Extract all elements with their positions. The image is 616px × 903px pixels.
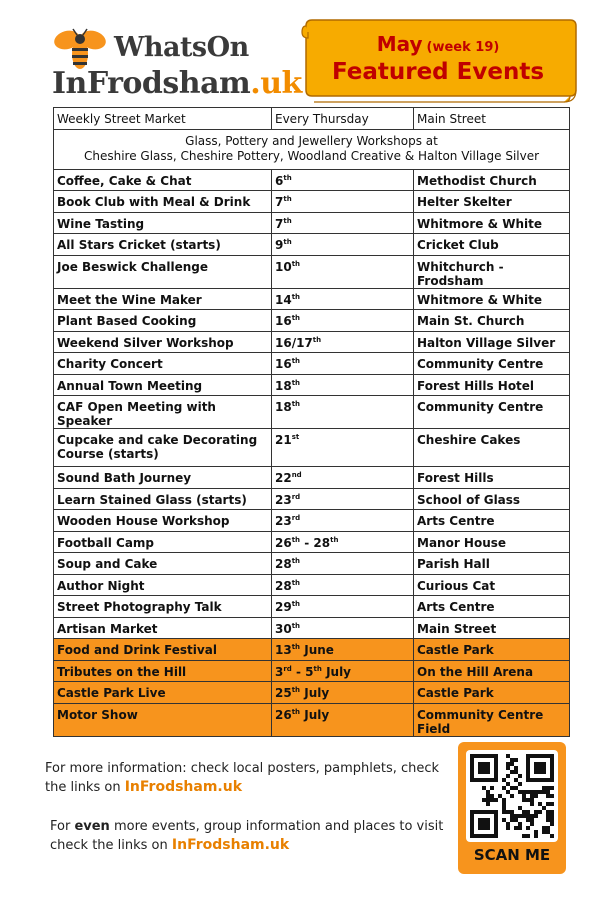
table-row (54, 288, 570, 310)
date-suffix: th (330, 535, 339, 544)
venue-cell: Halton Village Silver (414, 331, 570, 353)
date-day: 7 (275, 216, 284, 231)
event-cell: All Stars Cricket (starts) (54, 234, 272, 256)
event-cell: Sound Bath Journey (54, 467, 272, 489)
date-day: 22 (275, 471, 292, 485)
date-suffix: th (291, 292, 301, 301)
table-row (54, 191, 570, 213)
date-cell (272, 374, 414, 396)
venue-cell: Whitmore & White (414, 212, 570, 234)
table-row (54, 574, 570, 596)
date-day-end: 5 (305, 664, 314, 679)
table-row (54, 234, 570, 256)
workshops-row (54, 129, 570, 169)
venue-cell: Main Street (414, 617, 570, 639)
date-suffix: th (291, 600, 301, 608)
date-day: 9 (275, 238, 284, 252)
date-suffix: th (291, 259, 301, 268)
date-day: 16 (275, 314, 292, 328)
date-cell (272, 331, 414, 353)
event-cell: Plant Based Cooking (54, 310, 272, 332)
date-cell (272, 531, 414, 553)
venue-cell: Helter Skelter (414, 191, 570, 213)
event-cell: Charity Concert (54, 353, 272, 375)
date-suffix: th (291, 686, 301, 694)
event-cell: Wooden House Workshop (54, 510, 272, 532)
banner-month: May (376, 32, 423, 56)
date-day-end: 28 (313, 535, 331, 550)
table-row (54, 531, 570, 553)
date-suffix: th (313, 664, 322, 673)
date-day: 7 (275, 195, 284, 209)
date-cell (272, 660, 414, 682)
event-cell: Food and Drink Festival (54, 639, 272, 661)
date-suffix: nd (291, 471, 302, 479)
date-day: 16/17 (275, 335, 313, 350)
date-day: 18 (275, 400, 292, 414)
date-suffix: th (291, 707, 301, 716)
qr-label: SCAN ME (473, 846, 551, 864)
table-row (54, 617, 570, 639)
venue-cell: Forest Hills (414, 467, 570, 489)
event-cell: Weekly Street Market (54, 108, 272, 130)
date-suffix: rd (291, 514, 301, 522)
date-cell (272, 234, 414, 256)
date-suffix: th (291, 578, 301, 587)
event-cell: Annual Town Meeting (54, 374, 272, 396)
table-row (54, 353, 570, 375)
table-row (54, 396, 570, 429)
future-event-row (54, 639, 570, 661)
venue-cell: Manor House (414, 531, 570, 553)
date-day: 16 (275, 357, 292, 371)
info-more (45, 760, 455, 797)
table-row (54, 467, 570, 489)
event-cell: Joe Beswick Challenge (54, 255, 272, 288)
table-row (54, 553, 570, 575)
date-cell (272, 574, 414, 596)
date-cell (272, 191, 414, 213)
date-suffix: th (291, 357, 301, 365)
workshops-line-1: Glass, Pottery and Jewellery Workshops at (185, 133, 438, 148)
event-cell: Wine Tasting (54, 212, 272, 234)
qr-code (466, 750, 558, 842)
future-event-row (54, 703, 570, 736)
table-row (54, 488, 570, 510)
date-month: July (304, 686, 330, 700)
table-row (54, 212, 570, 234)
date-cell (272, 310, 414, 332)
date-cell (272, 639, 414, 661)
banner-heading (312, 32, 564, 56)
date-month: June (304, 643, 334, 657)
date-day: 26 (275, 707, 292, 722)
venue-cell: Curious Cat (414, 574, 570, 596)
info-even-more-pre: For (50, 819, 71, 834)
date-cell (272, 467, 414, 489)
date-cell (272, 553, 414, 575)
table-row (54, 255, 570, 288)
qr-code-icon (466, 750, 558, 842)
venue-cell: Arts Centre (414, 596, 570, 618)
date-cell (272, 703, 414, 736)
banner-title: Featured Events (331, 59, 545, 85)
site-logo[interactable] (48, 22, 302, 102)
date-suffix: th (283, 216, 292, 225)
table-row (54, 108, 570, 130)
date-suffix: rd (291, 492, 301, 501)
venue-cell: Castle Park (414, 639, 570, 661)
date-day: 18 (275, 378, 292, 393)
event-cell: Book Club with Meal & Drink (54, 191, 272, 213)
date-day: 28 (275, 557, 292, 571)
event-cell: Author Night (54, 574, 272, 596)
date-suffix: th (312, 335, 322, 344)
table-row (54, 510, 570, 532)
venue-cell: Main Street (414, 108, 570, 130)
workshops-line-2: Cheshire Glass, Cheshire Pottery, Woodland Creative & Halton Village Silver (83, 148, 540, 163)
date-cell (272, 596, 414, 618)
date-suffix: th (283, 195, 292, 203)
event-cell: Artisan Market (54, 617, 272, 639)
date-suffix: th (291, 621, 301, 630)
date-cell (272, 353, 414, 375)
venue-cell: Community Centre (414, 396, 570, 429)
venue-cell: School of Glass (414, 488, 570, 510)
table-row (54, 429, 570, 467)
date-day: 28 (275, 578, 292, 593)
date-cell (272, 510, 414, 532)
venue-cell: Cheshire Cakes (414, 429, 570, 467)
date-suffix: th (291, 314, 301, 322)
venue-cell: Community Centre (414, 353, 570, 375)
info-even-more-emphasis: even (74, 819, 110, 834)
info-even-more (50, 818, 450, 855)
date-suffix: th (291, 378, 301, 387)
banner-text (312, 32, 564, 85)
date-suffix: th (291, 400, 301, 408)
venue-cell: Cricket Club (414, 234, 570, 256)
workshops-note (54, 129, 570, 169)
event-cell: Cupcake and cake Decorating Course (starts) (54, 429, 272, 467)
date-day: 13 (275, 643, 292, 657)
future-event-row (54, 660, 570, 682)
table-row (54, 374, 570, 396)
logo-domain-tld: .uk (250, 66, 302, 101)
date-separator: - (291, 664, 306, 679)
venue-cell: Main St. Church (414, 310, 570, 332)
venue-cell: Arts Centre (414, 510, 570, 532)
featured-events-banner (300, 18, 578, 104)
table-row (54, 169, 570, 191)
date-suffix: th (283, 238, 292, 246)
event-cell: Motor Show (54, 703, 272, 736)
date-cell (272, 617, 414, 639)
logo-title: WhatsOn (114, 32, 249, 63)
date-cell (272, 396, 414, 429)
event-cell: Football Camp (54, 531, 272, 553)
venue-cell: Parish Hall (414, 553, 570, 575)
table-row (54, 331, 570, 353)
date-suffix: th (291, 643, 301, 651)
date-separator: - (300, 535, 314, 550)
table-row (54, 310, 570, 332)
date-day: 26 (275, 535, 292, 550)
info-even-more-post: more events, group information and places to visit check the links on (50, 819, 444, 853)
date-cell (272, 429, 414, 467)
logo-domain (52, 66, 302, 101)
venue-cell: Castle Park (414, 682, 570, 704)
date-month: July (326, 664, 352, 679)
website-link[interactable]: InFrodsham.uk (124, 779, 243, 795)
venue-cell: Community Centre Field (414, 703, 570, 736)
venue-cell: On the Hill Arena (414, 660, 570, 682)
events-table (53, 107, 570, 737)
date-cell (272, 212, 414, 234)
event-cell: Learn Stained Glass (starts) (54, 488, 272, 510)
date-suffix: th (291, 535, 301, 544)
events-table-body (54, 108, 570, 737)
venue-cell: Forest Hills Hotel (414, 374, 570, 396)
info-more-text: For more information: check local posters, pamphlets, check the links on (45, 761, 440, 795)
date-cell (272, 682, 414, 704)
future-event-row (54, 682, 570, 704)
table-row (54, 596, 570, 618)
date-cell (272, 169, 414, 191)
date-day: 6 (275, 173, 284, 188)
logo-domain-main: InFrodsham (52, 66, 251, 101)
event-cell: Weekend Silver Workshop (54, 331, 272, 353)
venue-cell: Whitmore & White (414, 288, 570, 310)
date-day: 23 (275, 514, 292, 528)
banner-week: (week 19) (426, 40, 500, 55)
date-day: 3 (275, 664, 284, 679)
event-cell: Tributes on the Hill (54, 660, 272, 682)
qr-code-badge[interactable] (458, 742, 566, 874)
date-cell (272, 488, 414, 510)
venue-cell: Whitchurch - Frodsham (414, 255, 570, 288)
date-day: 30 (275, 621, 292, 636)
date-day: 25 (275, 686, 292, 700)
venue-cell: Methodist Church (414, 169, 570, 191)
event-cell: Castle Park Live (54, 682, 272, 704)
date-cell (272, 255, 414, 288)
event-cell: Meet the Wine Maker (54, 288, 272, 310)
date-day: 10 (275, 259, 292, 274)
date-suffix: th (291, 557, 301, 565)
event-cell: Soup and Cake (54, 553, 272, 575)
date-suffix: rd (283, 664, 292, 673)
date-day: 14 (275, 292, 292, 307)
date-month: July (304, 707, 330, 722)
date-cell (272, 288, 414, 310)
event-cell: CAF Open Meeting with Speaker (54, 396, 272, 429)
date-suffix: th (283, 173, 292, 182)
website-link-2[interactable]: InFrodsham.uk (171, 837, 290, 853)
event-cell: Coffee, Cake & Chat (54, 169, 272, 191)
date-suffix: st (291, 433, 300, 441)
date-day: 29 (275, 600, 292, 614)
event-cell: Street Photography Talk (54, 596, 272, 618)
date-day: 21 (275, 433, 292, 447)
date-cell: Every Thursday (272, 108, 414, 130)
date-day: 23 (275, 492, 292, 507)
